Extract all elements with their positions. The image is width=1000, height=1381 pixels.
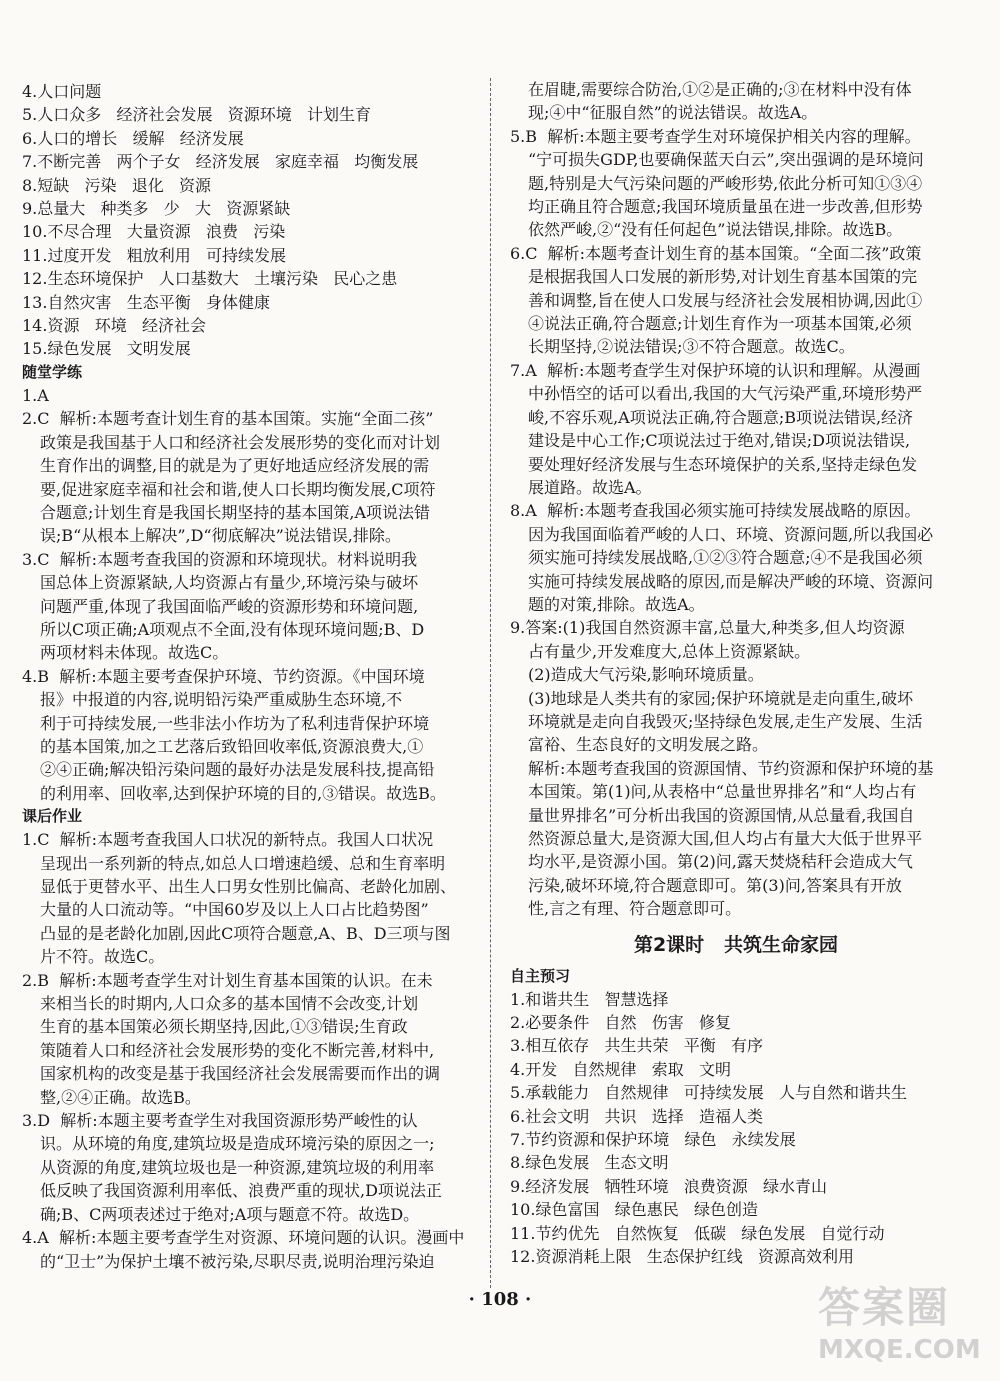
text-line: 1.C 解析:本题考查我国人口状况的新特点。我国人口状况 [22,830,434,850]
text-line: 的“卫士”为保护土壤不被污染,尽职尽责,说明治理污染迫 [40,1251,435,1271]
text-line: 1.和谐共生 智慧选择 [510,989,669,1009]
text-line: 展道路。故选A。 [528,477,652,497]
column-divider [490,78,491,1288]
text-line: 国总体上资源紧缺,人均资源占有量少,环境污染与破坏 [40,573,419,593]
text-line: 4.A 解析:本题主要考查学生对资源、环境问题的认识。漫画中 [22,1228,465,1248]
text-line: 策随着人口和经济社会发展形势的变化不断完善,材料中, [40,1040,435,1060]
text-line: ④说法正确,符合题意;计划生育作为一项基本国策,必须 [528,314,912,334]
text-line: 10.不尽合理 大量资源 浪费 污染 [22,222,286,242]
text-line: 1.A [22,385,49,405]
text-line: 要处理好经济发展与生态环境保护的关系,坚持走绿色发 [528,454,918,474]
text-line: 2.B 解析:本题考查学生对计划生育基本国策的认识。在未 [22,970,433,990]
text-line: 4.B 解析:本题主要考查保护环境、节约资源。《中国环境 [22,666,425,686]
text-line: 5.人口众多 经济社会发展 资源环境 计划生育 [22,105,372,125]
text-line: 善和调整,旨在使人口发展与经济社会发展相协调,因此① [528,290,923,310]
text-line: 建设是中心工作;C项说法过于绝对,错误;D项说法错误, [528,431,911,451]
text-line: 峻,不容乐观,A项说法正确,符合题意;B项说法错误,经济 [528,407,914,427]
text-line: 6.社会文明 共识 选择 造福人类 [510,1106,764,1126]
text-line: 15.绿色发展 文明发展 [22,339,191,359]
text-line: 从资源的角度,建筑垃圾也是一种资源,建筑垃圾的利用率 [40,1157,435,1177]
text-line: 2.必要条件 自然 伤害 修复 [510,1013,732,1033]
text-line: 6.人口的增长 缓解 经济发展 [22,128,244,148]
text-line: 问题严重,体现了我国面临严峻的资源形势和环境问题, [40,596,419,616]
text-line: 大量的人口流动等。“中国60岁及以上人口占比趋势图” [40,900,429,920]
text-line: 5.承载能力 自然规律 可持续发展 人与自然和谐共生 [510,1083,908,1103]
text-line: 的基本国策,加之工艺落后致铅回收率低,资源浪费大,① [40,736,424,756]
text-line: 的利用率、回收率,达到保护环境的目的,③错误。故选B。 [40,783,446,803]
text-line: 合题意;计划生育是我国长期坚持的基本国策,A项说法错 [40,502,431,522]
text-line: 3.D 解析:本题主要考查学生对我国资源形势严峻性的认 [22,1111,418,1131]
text-line: 4.人口问题 [22,82,102,101]
text-line: 13.自然灾害 生态平衡 身体健康 [22,292,270,312]
text-line: 14.资源 环境 经济社会 [22,316,206,336]
text-line: 识。从环境的角度,建筑垃圾是造成环境污染的原因之一; [40,1134,435,1154]
text-line: 3.相互依存 共生共荣 平衡 有序 [510,1036,764,1056]
text-line: ②④正确;解决铅污染问题的最好办法是发展科技,提高铅 [40,760,435,780]
text-line: 中孙悟空的话可以看出,我国的大气污染严重,环境形势严 [528,384,923,404]
text-line: 生育作出的调整,目的就是为了更好地适应经济发展的需 [40,456,430,476]
text-line: 两项材料未体现。故选C。 [40,643,229,663]
text-line: 12.资源消耗上限 生态保护红线 资源高效利用 [510,1247,854,1267]
text-line: 所以C项正确;A项观点不全面,没有体现环境问题;B、D [40,619,425,639]
text-line: 显低于更替水平、出生人口男女性别比偏高、老龄化加剧、 [40,877,457,896]
watermark-text: 答案圈 [818,1283,951,1332]
text-line: 然资源总量大,是资源大国,但人均占有量大大低于世界平 [528,829,923,848]
watermark-logo [818,1275,988,1375]
text-line: 因为我国面临着严峻的人口、环境、资源问题,所以我国必 [528,524,934,544]
text-line: 长期坚持,②说法错误;③不符合题意。故选C。 [528,337,855,357]
text-line: 低反映了我国资源利用率低、浪费严重的现状,D项说法正 [40,1181,442,1201]
text-line: 整,②④正确。故选B。 [40,1087,201,1107]
text-line: 题的对策,排除。故选A。 [528,594,705,614]
text-line: 实施可持续发展战略的原因,而是解决严峻的环境、资源问 [528,571,934,591]
text-line: 误;B“从根本上解决”,D“彻底解决”说法错误,排除。 [40,526,401,546]
text-line: 政策是我国基于人口和经济社会发展形势的变化而对计划 [40,432,441,452]
text-line: 8.绿色发展 生态文明 [510,1153,669,1173]
text-line: 解析:本题考查我国的资源国情、节约资源和保护环境的基 [528,758,934,778]
text-line: 9.答案:(1)我国自然资源丰富,总量大,种类多,但人均资源 [510,618,905,638]
text-line: 现;④中“征服自然”的说法错误。故选A。 [528,103,818,123]
text-line: 7.节约资源和保护环境 绿色 永续发展 [510,1130,796,1150]
text-line: 9.经济发展 牺牲环境 浪费资源 绿水青山 [510,1176,828,1196]
text-line: 性,言之有理、符合题意即可。 [528,899,742,919]
text-line: 2.C 解析:本题考查计划生育的基本国策。实施“全面二孩” [22,409,434,429]
text-line: 是根据我国人口发展的新形势,对计划生育基本国策的完 [528,267,918,287]
text-line: 生育的基本国策必须长期坚持,因此,①③错误;生育政 [40,1017,408,1037]
text-line: 利于可持续发展,一些非法小作坊为了私利违背保护环境 [40,713,430,733]
text-line: 7.不断完善 两个子女 经济发展 家庭幸福 均衡发展 [22,152,419,172]
watermark-url: MXQE.COM [818,1335,981,1365]
text-line: 8.短缺 污染 退化 资源 [22,175,212,195]
text-line: 10.绿色富国 绿色惠民 绿色创造 [510,1200,758,1220]
text-line: 污染,破坏环境,符合题意即可。第(3)问,答案具有开放 [528,875,902,895]
text-line: 均水平,是资源小国。第(2)问,露天焚烧秸秆会造成大气 [528,852,913,872]
text-line: (3)地球是人类共有的家园;保护环境就是走向重生,破坏 [528,688,914,708]
section-heading: 随堂学练 [22,362,83,381]
text-line: 要,促进家庭幸福和社会和谐,使人口长期均衡发展,C项符 [40,479,436,499]
text-line: 片不符。故选C。 [40,947,165,967]
text-line: 量世界排名”可分析出我国的资源国情,从总量看,我国自 [528,805,915,825]
text-line: 8.A 解析:本题考查我国必须实施可持续发展战略的原因。 [510,501,921,521]
text-line: 7.A 解析:本题考查学生对保护环境的认识和理解。从漫画 [510,360,921,380]
section-heading: 自主预习 [510,966,571,985]
text-line: (2)造成大气污染,影响环境质量。 [528,665,764,685]
text-line: 国家机构的改变是基于我国经济社会发展需要而作出的调 [40,1064,441,1084]
text-line: 呈现出一系列新的特点,如总人口增速趋缓、总和生育率明 [40,853,446,873]
text-line: 3.C 解析:本题考查我国的资源和环境现状。材料说明我 [22,549,418,569]
text-line: 凸显的是老龄化加剧,因此C项符合题意,A、B、D三项与图 [40,923,451,943]
text-line: 确;B、C两项表述过于绝对;A项与题意不符。故选D。 [40,1204,420,1224]
section-heading: 课后作业 [22,807,83,826]
text-line: 题,特别是大气污染问题的严峻形势,依此分析可知①③④ [528,173,923,193]
text-line: 占有量少,开发难度大,总体上资源紧缺。 [528,641,811,661]
text-line: 来相当长的时期内,人口众多的基本国情不会改变,计划 [40,994,419,1014]
text-line: 12.生态环境保护 人口基数大 土壤污染 民心之患 [22,269,398,289]
text-line: “宁可损失GDP,也要确保蓝天白云”,突出强调的是环境问 [528,150,924,170]
text-line: 依然严峻,②“没有任何起色”说法错误,排除。故选B。 [528,220,903,240]
lesson-title: 第2课时 共筑生命家园 [633,933,839,956]
text-line: 报》中报道的内容,说明铅污染严重威胁生态环境,不 [40,690,403,710]
text-line: 环境就是走向自我毁灭;坚持绿色发展,走生产发展、生活 [528,711,923,731]
page-number: · 108 · [468,1289,532,1310]
text-line: 4.开发 自然规律 索取 文明 [510,1059,732,1079]
text-line: 均正确且符合题意;我国环境质量虽在进一步改善,但形势 [528,197,923,217]
text-line: 5.B 解析:本题主要考查学生对环境保护相关内容的理解。 [510,126,921,146]
text-line: 6.C 解析:本题考查计划生育的基本国策。“全面二孩”政策 [510,243,922,263]
text-line: 须实施可持续发展战略,①②③符合题意;④不是我国必须 [528,548,923,568]
left-column [22,80,482,1273]
text-line: 富裕、生态良好的文明发展之路。 [528,735,769,755]
text-line: 在眉睫,需要综合防治,①②是正确的;③在材料中没有体 [528,80,912,99]
right-column [510,78,962,1269]
text-line: 11.过度开发 粗放利用 可持续发展 [22,245,286,265]
text-line: 本国策。第(1)问,从表格中“总量世界排名”和“人均占有 [528,782,917,802]
text-line: 9.总量大 种类多 少 大 资源紧缺 [22,199,291,219]
text-line: 11.节约优先 自然恢复 低碳 绿色发展 自觉行动 [510,1223,885,1243]
